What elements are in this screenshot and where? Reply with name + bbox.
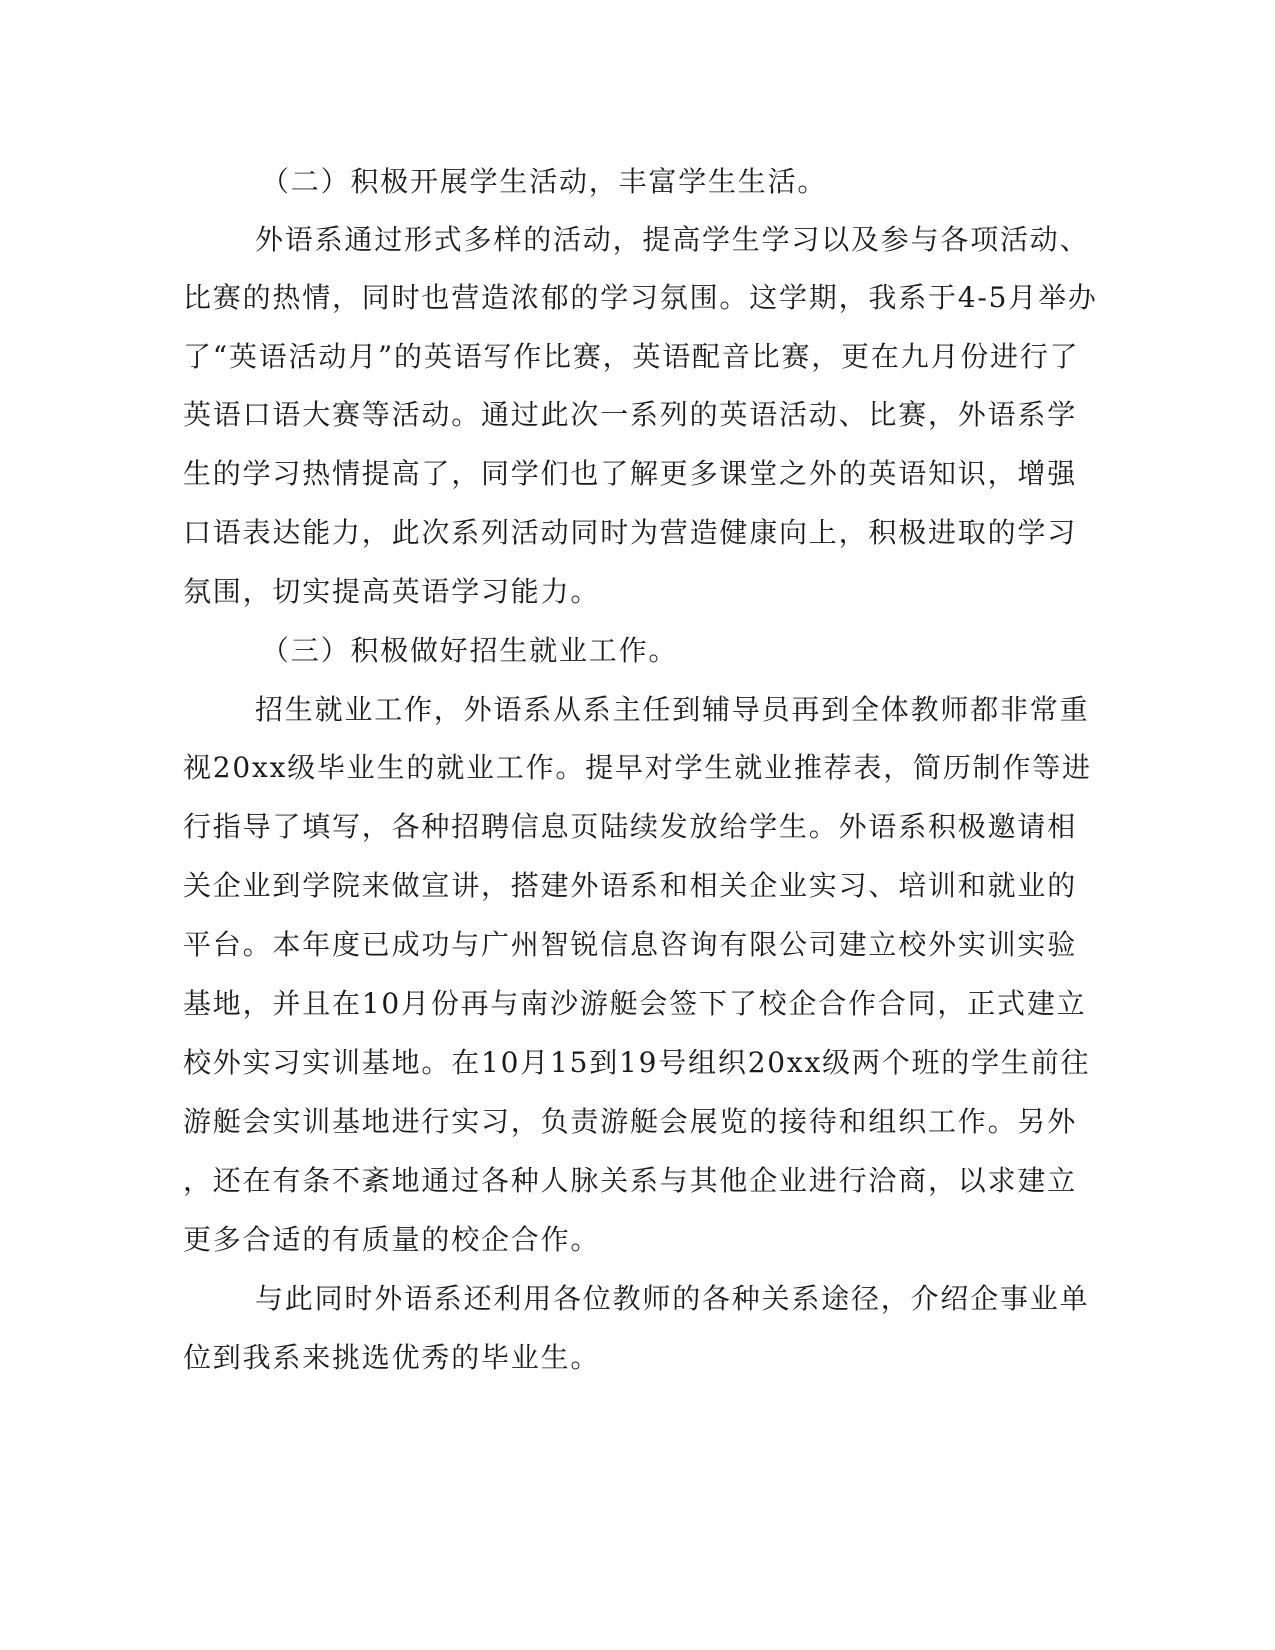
paragraph-line: 氛围，切实提高英语学习能力。 — [183, 575, 601, 608]
paragraph-line: 游艇会实训基地进行实习，负责游艇会展览的接待和组织工作。另外 — [183, 1105, 1078, 1138]
paragraph-line: 比赛的热情，同时也营造浓郁的学习氛围。这学期，我系于4-5月举办 — [183, 281, 1098, 314]
paragraph-line: 口语表达能力，此次系列活动同时为营造健康向上，积极进取的学习 — [183, 516, 1078, 549]
paragraph-line: 了“英语活动月”的英语写作比赛，英语配音比赛，更在九月份进行了 — [183, 340, 1080, 373]
paragraph-line: 英语口语大赛等活动。通过此次一系列的英语活动、比赛，外语系学 — [183, 398, 1078, 431]
paragraph-line: 视20xx级毕业生的就业工作。提早对学生就业推荐表，简历制作等进 — [183, 751, 1092, 784]
paragraph-line: 招生就业工作，外语系从系主任到辅导员再到全体教师都非常重 — [255, 693, 1090, 726]
paragraph-line: 平台。本年度已成功与广州智锐信息咨询有限公司建立校外实训实验 — [183, 928, 1078, 961]
paragraph-line: 生的学习热情提高了，同学们也了解更多课堂之外的英语知识，增强 — [183, 457, 1078, 490]
paragraph-line: 外语系通过形式多样的活动，提高学生学习以及参与各项活动、 — [255, 223, 1090, 256]
section-heading: （二）积极开展学生活动，丰富学生生活。 — [261, 165, 828, 198]
paragraph-line: 校外实习实训基地。在10月15到19号组织20xx级两个班的学生前往 — [183, 1046, 1091, 1079]
paragraph-line: 行指导了填写，各种招聘信息页陆续发放给学生。外语系积极邀请相 — [183, 810, 1078, 843]
paragraph-line: 基地，并且在10月份再与南沙游艇会签下了校企合作合同，正式建立 — [183, 987, 1087, 1020]
paragraph-line: 与此同时外语系还利用各位教师的各种关系途径，介绍企事业单 — [255, 1282, 1090, 1315]
paragraph-line: 位到我系来挑选优秀的毕业生。 — [183, 1341, 601, 1374]
paragraph-line: 更多合适的有质量的校企合作。 — [183, 1223, 601, 1256]
paragraph-line: 关企业到学院来做宣讲，搭建外语系和相关企业实习、培训和就业的 — [183, 869, 1078, 902]
section-heading: （三）积极做好招生就业工作。 — [261, 634, 679, 667]
paragraph-line: ，还在有条不紊地通过各种人脉关系与其他企业进行洽商，以求建立 — [183, 1164, 1078, 1197]
